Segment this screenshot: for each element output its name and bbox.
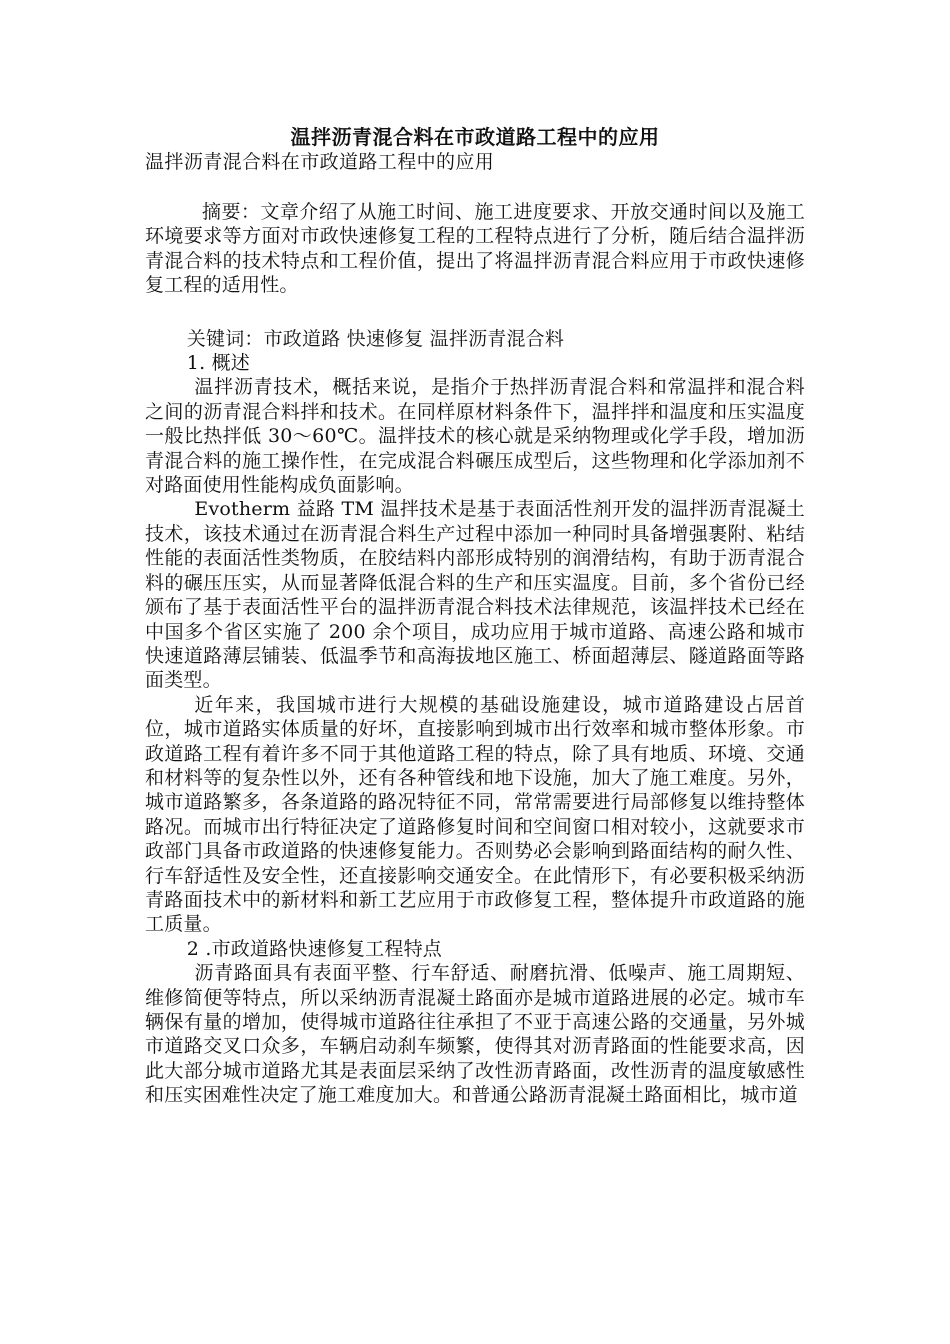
- abstract-paragraph: 摘要：文章介绍了从施工时间、施工进度要求、开放交通时间以及施工环境要求等方面对市政快速修复工程的工程特点进行了分析，随后结合温拌沥青混合料的技术特点和工程价值，提出了将温拌沥青混合料应用于市政快速修复工程的适用性。: [145, 201, 805, 297]
- document-subtitle: 温拌沥青混合料在市政道路工程中的应用: [145, 151, 495, 173]
- section-1-paragraph-1: 温拌沥青技术，概括来说，是指介于热拌沥青混合料和常温拌和混合料之间的沥青混合料拌和技术。在同样原材料条件下，温拌拌和温度和压实温度一般比热拌低 30～60℃。温拌技术的核心就是采纳物理或化学手段，增加沥青混合料的施工操作性，在完成混合料碾压成型后，这些物理和化学添加剂不对路面使用性能构成负面影响。: [145, 376, 805, 497]
- section-2-paragraph-1: 沥青路面具有表面平整、行车舒适、耐磨抗滑、低噪声、施工周期短、维修简便等特点，所以采纳沥青混凝土路面亦是城市道路进展的必定。城市车辆保有量的增加，使得城市道路往往承担了不亚于高速公路的交通量，另外城市道路交叉口众多，车辆启动刹车频繁，使得其对沥青路面的性能要求高，因此大部分城市道路尤其是表面层采纳了改性沥青路面，改性沥青的温度敏感性和压实困难性决定了施工难度加大。和普通公路沥青混凝土路面相比，城市道: [145, 962, 805, 1107]
- paragraph-spacer: [145, 298, 805, 322]
- section-2-heading: 2 .市政道路快速修复工程特点: [186, 937, 442, 960]
- section-1-paragraph-3: 近年来，我国城市进行大规模的基础设施建设，城市道路建设占居首位，城市道路实体质量的好坏，直接影响到城市出行效率和城市整体形象。市政道路工程有着许多不同于其他道路工程的特点，除了具有地质、环境、交通和材料等的复杂性以外，还有各种管线和地下设施，加大了施工难度。另外，城市道路繁多，各条道路的路况特征不同，常常需要进行局部修复以维持整体路况。而城市出行特征决定了道路修复时间和空间窗口相对较小，这就要求市政部门具备市政道路的快速修复能力。否则势必会影响到路面结构的耐久性、行车舒适性及安全性，还直接影响交通安全。在此情形下，有必要积极采纳沥青路面技术中的新材料和新工艺应用于市政修复工程，整体提升市政道路的施工质量。: [145, 693, 805, 936]
- section-1-paragraph-2: Evotherm 益路 TM 温拌技术是基于表面活性剂开发的温拌沥青混凝土技术，该技术通过在沥青混合料生产过程中添加一种同时具备增强裹附、粘结性能的表面活性类物质，在胶结料内部形成特别的润滑结构，有助于沥青混合料的碾压压实，从而显著降低混合料的生产和压实温度。目前，多个省份已经颁布了基于表面活性平台的温拌沥青混合料技术法律规范，该温拌技术已经在中国多个省区实施了 200 余个项目，成功应用于城市道路、高速公路和城市快速道路薄层铺装、低温季节和高海拔地区施工、桥面超薄层、隧道路面等路面类型。: [145, 498, 805, 692]
- document-title: 温拌沥青混合料在市政道路工程中的应用: [290, 125, 660, 149]
- keywords-line: 关键词：市政道路 快速修复 温拌沥青混合料: [186, 327, 565, 350]
- document-body: [145, 200, 805, 1108]
- section-1-heading: 1. 概述: [186, 352, 250, 375]
